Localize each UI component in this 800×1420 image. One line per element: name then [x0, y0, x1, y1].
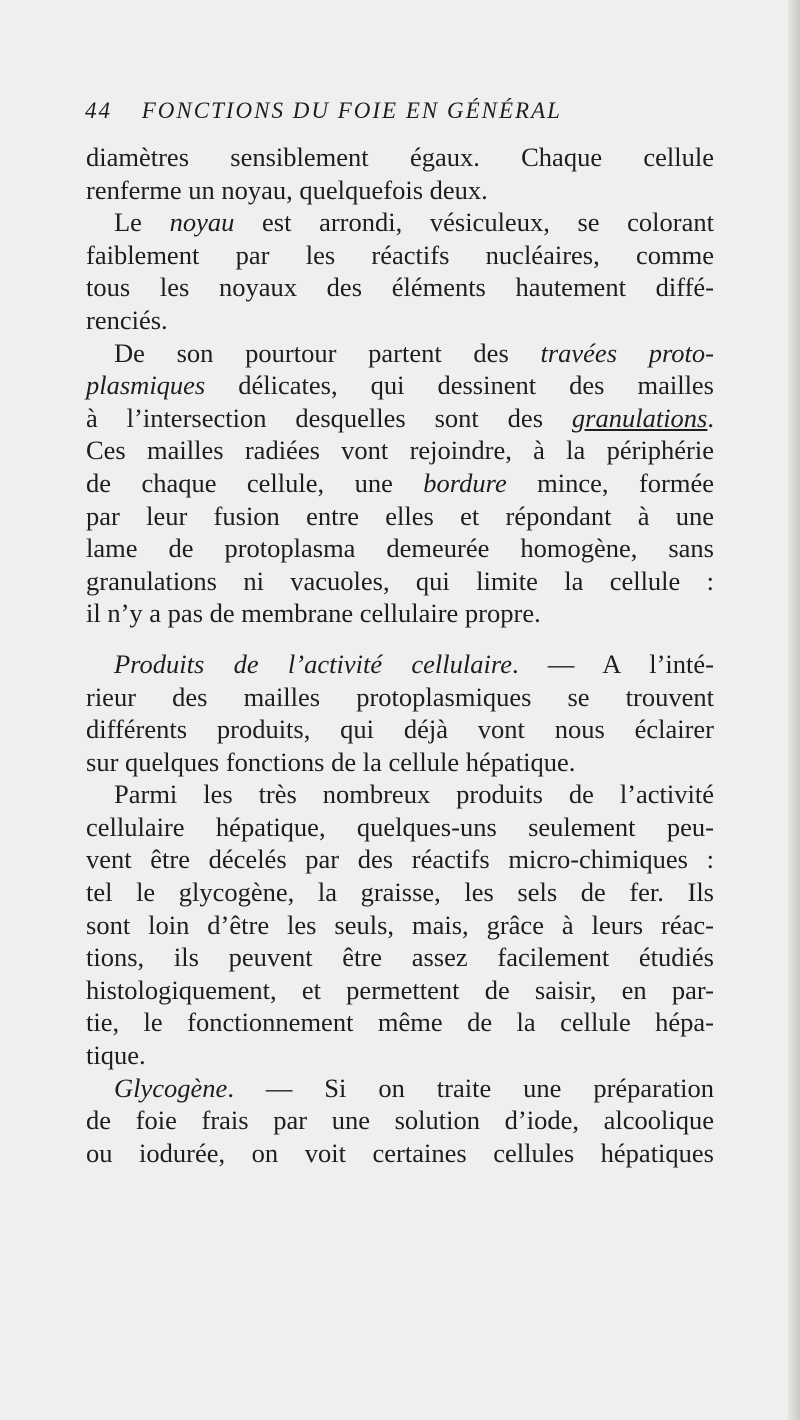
text-line: Glycogène. — Si on traite une préparation [114, 1072, 714, 1103]
text-line: faiblement par les réactifs nucléaires, comme [86, 239, 714, 270]
text-line: vent être décelés par des réactifs micro-chimiques : [86, 844, 714, 875]
text-line: tie, le fonctionnement même de la cellule hépa- [86, 1007, 714, 1038]
running-title: FONCTIONS DU FOIE EN GÉNÉRAL [141, 98, 562, 123]
page-number: 44 [85, 98, 112, 123]
text-line: de chaque cellule, une bordure mince, formée [86, 467, 714, 498]
text-line: cellulaire hépatique, quelques-uns seulement peu- [86, 811, 714, 842]
text-line: Produits de l’activité cellulaire. — A l’inté- [114, 648, 714, 679]
text-line: diamètres sensiblement égaux. Chaque cellule [86, 142, 714, 172]
text-line: granulations ni vacuoles, qui limite la cellule : [86, 565, 714, 596]
body-text [86, 141, 714, 1169]
text-line: lame de protoplasma demeurée homogène, sans [86, 533, 714, 564]
text-line: Parmi les très nombreux produits de l’activité [114, 779, 714, 810]
text-line: Ces mailles radiées vont rejoindre, à la périphérie [86, 435, 714, 466]
text-line: renciés. [86, 304, 168, 335]
text-line: différents produits, qui déjà vont nous éclairer [86, 714, 714, 745]
text-line: histologiquement, et permettent de saisir, en par- [86, 974, 714, 1005]
paragraph-gap [86, 630, 714, 648]
page-edge [788, 0, 800, 1420]
text-line: Le noyau est arrondi, vésiculeux, se colorant [114, 207, 714, 238]
text-line: sur quelques fonctions de la cellule hépatique. [86, 746, 576, 777]
text-line: renferme un noyau, quelquefois deux. [86, 174, 488, 205]
text-line: tions, ils peuvent être assez facilement étudiés [86, 942, 714, 973]
text-line: ou iodurée, on voit certaines cellules hépatiques [86, 1137, 714, 1168]
text-line: de foie frais par une solution d’iode, alcoolique [86, 1105, 714, 1136]
text-line: tique. [86, 1040, 146, 1071]
text-line: tous les noyaux des éléments hautement diffé- [86, 272, 714, 303]
running-header [85, 98, 725, 124]
text-line: De son pourtour partent des travées proto- [114, 337, 714, 368]
text-line: rieur des mailles protoplasmiques se trouvent [86, 681, 714, 712]
text-line: sont loin d’être les seuls, mais, grâce à leurs réac- [86, 909, 714, 940]
text-line: par leur fusion entre elles et répondant à une [86, 500, 714, 531]
text-line: à l’intersection desquelles sont des granulations. [86, 402, 714, 433]
text-line: tel le glycogène, la graisse, les sels de fer. Ils [86, 877, 714, 908]
text-line: plasmiques délicates, qui dessinent des mailles [86, 370, 714, 401]
text-line: il n’y a pas de membrane cellulaire propre. [86, 598, 541, 629]
